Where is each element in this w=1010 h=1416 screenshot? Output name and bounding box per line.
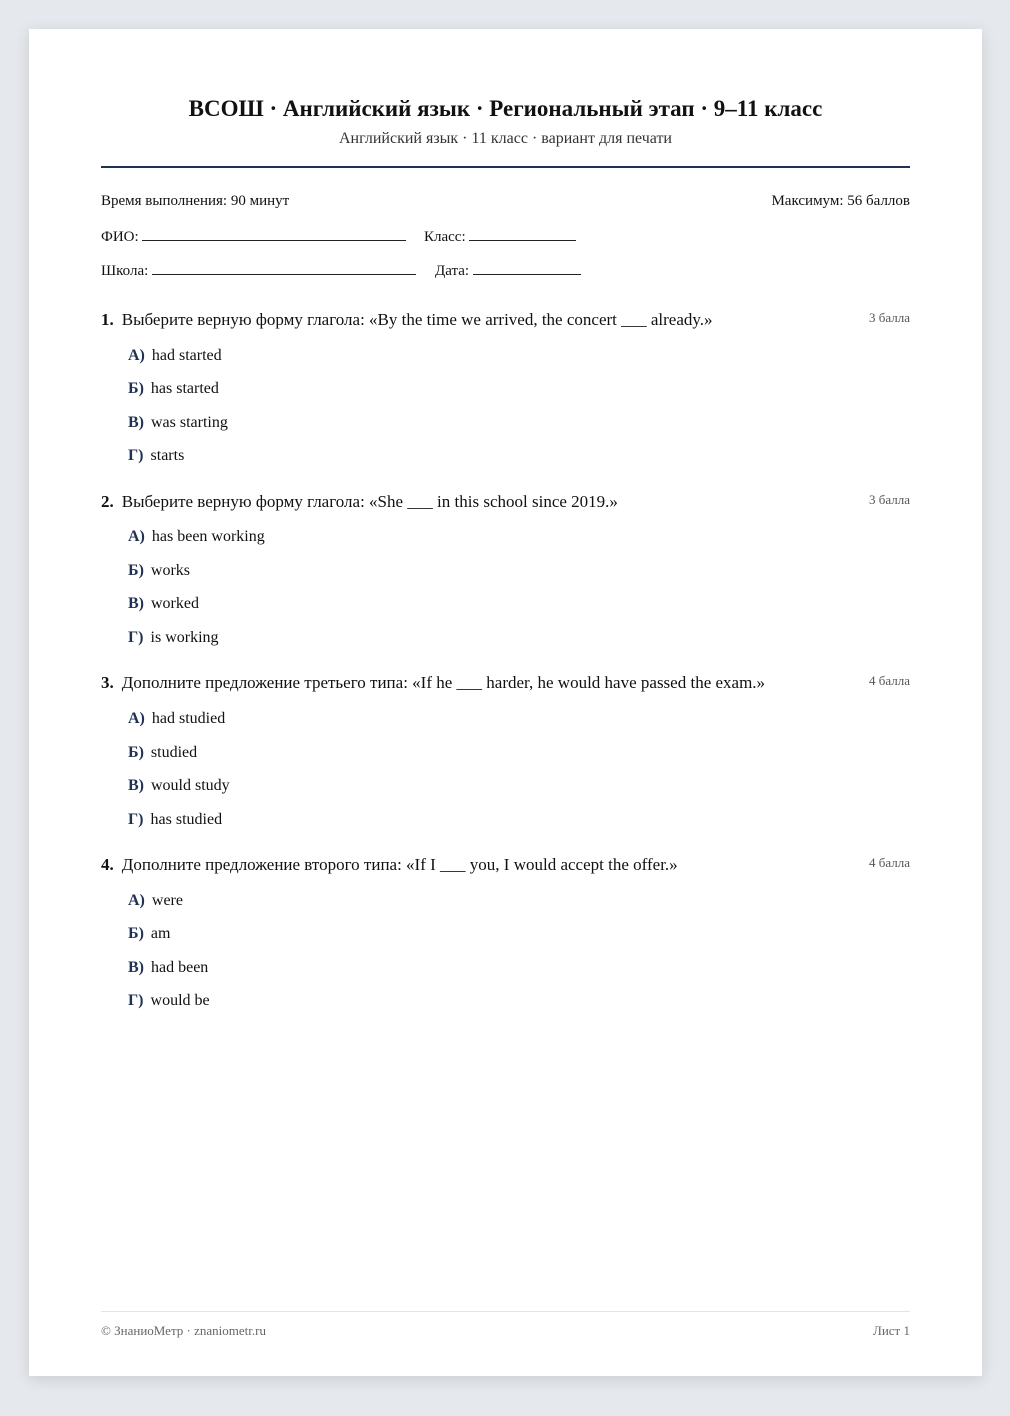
option-text: studied (150, 744, 198, 761)
option-text: worked (151, 595, 199, 612)
option-letter: Г) (128, 811, 144, 828)
question-number: 3. (101, 673, 114, 692)
date-label: Дата: (435, 263, 470, 279)
option-letter: Б) (128, 562, 144, 579)
option-letter: Б) (128, 925, 144, 942)
option-letter: В) (128, 595, 144, 612)
option-letter: Б) (128, 744, 144, 761)
option-a[interactable] (128, 710, 225, 728)
option-text: is working (150, 629, 219, 646)
option-v[interactable] (128, 959, 208, 977)
option-g[interactable] (128, 447, 184, 465)
option-b[interactable] (128, 562, 190, 580)
question-1 (101, 310, 910, 470)
question-number: 2. (101, 492, 114, 511)
option-b[interactable] (128, 380, 219, 398)
option-text: has been working (151, 528, 265, 545)
option-a[interactable] (128, 528, 265, 546)
footer-divider (101, 1311, 910, 1312)
question-3 (101, 673, 910, 833)
question-2 (101, 492, 910, 652)
sheet-footer (101, 1323, 910, 1339)
question-prompt: Выберите верную форму глагола: «She ___ in this school since 2019.» (121, 492, 618, 511)
fio-field (101, 226, 406, 246)
fio-blank-line[interactable] (142, 226, 406, 241)
school-field (101, 260, 416, 280)
option-text: had been (151, 959, 209, 976)
page-title: ВСОШ · Английский язык · Региональный этап · 9–11 класс (188, 96, 823, 121)
page-subtitle: Английский язык · 11 класс · вариант для печати (338, 130, 672, 147)
question-number: 1. (101, 310, 114, 329)
question-points: 3 балла (869, 492, 910, 507)
date-blank-line[interactable] (473, 260, 581, 275)
option-v[interactable] (128, 595, 199, 613)
question-points: 3 балла (869, 310, 910, 325)
option-text: was starting (151, 414, 228, 431)
option-g[interactable] (128, 629, 219, 647)
option-letter: А) (128, 710, 145, 727)
option-v[interactable] (128, 777, 230, 795)
footer-copyright[interactable]: © ЗнаниоМетр · znaniometr.ru (101, 1323, 266, 1338)
max-score: Максимум: 56 баллов (771, 193, 910, 209)
option-g[interactable] (128, 992, 210, 1010)
question-text (101, 492, 618, 512)
option-text: has studied (150, 811, 223, 828)
question-prompt: Выберите верную форму глагола: «By the time we arrived, the concert ___ already.» (121, 310, 713, 329)
option-text: had studied (151, 710, 226, 727)
option-text: works (150, 562, 191, 579)
question-prompt: Дополните предложение второго типа: «If I ___ you, I would accept the offer.» (121, 855, 678, 874)
class-label: Класс: (424, 229, 466, 245)
option-a[interactable] (128, 347, 222, 365)
question-text (101, 310, 713, 330)
option-letter: Г) (128, 447, 144, 464)
school-label: Школа: (101, 263, 149, 279)
option-letter: Б) (128, 380, 144, 397)
option-a[interactable] (128, 892, 183, 910)
option-text: had started (151, 347, 222, 364)
date-field (435, 260, 581, 280)
class-field (424, 226, 576, 246)
class-blank-line[interactable] (469, 226, 576, 241)
option-v[interactable] (128, 414, 228, 432)
option-letter: Г) (128, 992, 144, 1009)
option-text: were (151, 892, 183, 909)
option-text: would be (150, 992, 210, 1009)
option-text: would study (151, 777, 230, 794)
option-letter: В) (128, 959, 144, 976)
option-letter: В) (128, 777, 144, 794)
option-b[interactable] (128, 925, 170, 943)
option-g[interactable] (128, 811, 222, 829)
question-points: 4 балла (869, 855, 910, 870)
sheet-number: Лист 1 (873, 1323, 910, 1338)
option-letter: А) (128, 892, 145, 909)
fio-label: ФИО: (101, 229, 139, 245)
question-number: 4. (101, 855, 114, 874)
option-letter: Г) (128, 629, 144, 646)
option-letter: В) (128, 414, 144, 431)
header-divider (101, 166, 910, 168)
option-letter: А) (128, 347, 145, 364)
option-text: am (150, 925, 171, 942)
option-b[interactable] (128, 744, 197, 762)
option-text: starts (150, 447, 185, 464)
question-points: 4 балла (869, 673, 910, 688)
question-text (101, 673, 765, 693)
time-limit: Время выполнения: 90 минут (101, 193, 290, 209)
option-text: has started (150, 380, 219, 397)
question-prompt: Дополните предложение третьего типа: «If he ___ harder, he would have passed the exam.» (121, 673, 766, 692)
question-text (101, 855, 678, 875)
option-letter: А) (128, 528, 145, 545)
exam-sheet (29, 29, 982, 1376)
meta-row (101, 193, 910, 210)
question-4 (101, 855, 910, 1015)
school-blank-line[interactable] (152, 260, 416, 275)
